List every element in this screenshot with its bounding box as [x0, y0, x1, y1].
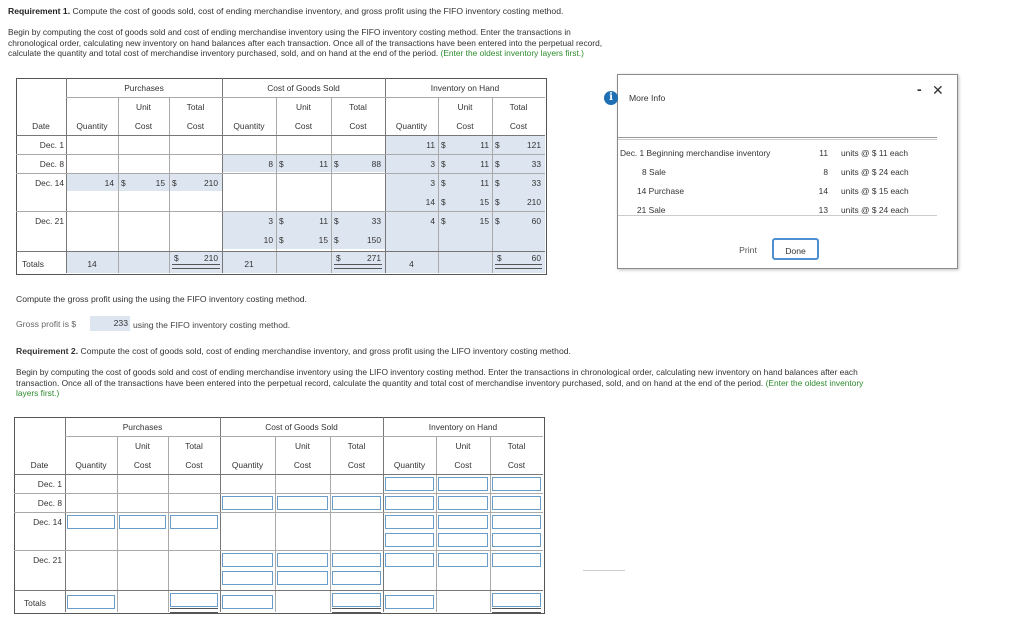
lifo-input[interactable] [492, 533, 541, 547]
fifo-cell: 33 [371, 216, 381, 226]
req1-instructions [8, 27, 708, 59]
lifo-total-input[interactable] [492, 593, 541, 607]
fifo-cell: 210 [527, 197, 541, 207]
fifo-total-cell: 271 [367, 253, 381, 263]
fifo-cell: 11 [480, 159, 489, 169]
fifo-cell: $ [495, 159, 500, 169]
fifo-vline [66, 78, 67, 273]
fifo-total-cell: 4 [409, 259, 414, 269]
fifo-hline [16, 251, 545, 252]
req1-hint: (Enter the oldest inventory layers first.) [440, 48, 584, 58]
info-row-qty: 8 [823, 167, 828, 177]
lifo-input[interactable] [277, 571, 328, 585]
fifo-header-inventory: Inventory on Hand [430, 83, 500, 93]
lifo-hline [14, 590, 543, 591]
lifo-vline [65, 417, 66, 612]
fifo-hline [16, 211, 545, 212]
gross-profit-suffix: using the FIFO inventory costing method. [133, 320, 291, 330]
req1-title [8, 6, 563, 16]
fifo-cell: $ [334, 159, 339, 169]
lifo-input[interactable] [492, 515, 541, 529]
fifo-cell: 3 [430, 178, 435, 188]
more-info-dialog [609, 74, 958, 269]
req2-hint-a: (Enter the oldest inventory [765, 377, 864, 388]
fifo-total-cell: $ [174, 253, 179, 263]
lifo-input[interactable] [170, 515, 218, 529]
info-row-label: 8 Sale [642, 167, 666, 177]
lifo-cost-header: Cost [347, 460, 366, 470]
fifo-cost-header: Cost [294, 121, 313, 131]
fifo-cost-header: Cost [186, 121, 205, 131]
req2-instructions [16, 367, 1006, 399]
fifo-cell: 14 [104, 178, 114, 188]
fifo-cell: $ [172, 178, 177, 188]
lifo-cost-header: Cost [293, 460, 312, 470]
lifo-date-dec14: Dec. 14 [33, 517, 62, 527]
fifo-unit-label: Unit [296, 102, 311, 112]
lifo-total-input[interactable] [222, 595, 273, 609]
modal-divider [618, 137, 937, 138]
fifo-double-underline [334, 264, 382, 269]
info-row-desc: units @ $ 24 each [841, 167, 909, 177]
fifo-hline [16, 154, 545, 155]
print-button[interactable]: Print [739, 245, 757, 255]
lifo-cost-header: Cost [185, 460, 203, 470]
lifo-input[interactable] [277, 553, 328, 567]
fifo-total-cell: 14 [87, 259, 97, 269]
gross-profit-prompt: Compute the gross profit using the using the FIFO inventory costing method. [16, 294, 307, 304]
lifo-unit-label: Unit [135, 441, 150, 451]
fifo-double-underline [172, 264, 220, 269]
fifo-total-label: Total [349, 102, 367, 112]
lifo-input[interactable] [332, 496, 381, 510]
fifo-cell: $ [279, 159, 284, 169]
lifo-total-input[interactable] [67, 595, 115, 609]
fifo-cell: 210 [204, 178, 218, 188]
fifo-date-dec1: Dec. 1 [39, 140, 64, 150]
fifo-header-purchases: Purchases [124, 83, 164, 93]
fifo-hline [16, 173, 545, 174]
fifo-cell: $ [441, 216, 446, 226]
fifo-cell: 3 [268, 216, 273, 226]
fifo-cell: 150 [367, 235, 381, 245]
fifo-cell: 121 [527, 140, 541, 150]
fifo-cell: 33 [531, 178, 541, 188]
fifo-cell: 33 [531, 159, 541, 169]
info-icon: i [604, 91, 618, 105]
fifo-qty-header: Quantity [76, 121, 108, 131]
req2-title [16, 346, 571, 356]
fifo-qty-header: Quantity [233, 121, 265, 131]
info-row-label: Dec. 1 Beginning merchandise inventory [620, 148, 771, 158]
lifo-input[interactable] [67, 515, 115, 529]
lifo-hline [65, 436, 543, 437]
fifo-total-cell: 21 [244, 259, 254, 269]
lifo-vline [220, 417, 221, 612]
lifo-cost-header: Cost [454, 460, 472, 470]
lifo-unit-label: Unit [295, 441, 310, 451]
lifo-double-underline [492, 608, 541, 613]
lifo-unit-label: Unit [455, 441, 471, 451]
lifo-header-purchases: Purchases [122, 422, 163, 432]
lifo-total-label: Total [185, 441, 203, 451]
lifo-total-label: Total [507, 441, 526, 451]
fifo-total-cell: $ [336, 253, 341, 263]
fifo-vline [385, 78, 386, 273]
fifo-cell: 60 [531, 216, 541, 226]
fifo-cost-header: Cost [509, 121, 528, 131]
fifo-cost-header: Cost [456, 121, 474, 131]
fifo-date-dec8: Dec. 8 [39, 159, 64, 169]
fifo-cell: 15 [155, 178, 165, 188]
lifo-cost-header: Cost [133, 460, 152, 470]
fifo-cost-header: Cost [349, 121, 367, 131]
fifo-qty-header: Quantity [395, 121, 428, 131]
info-row-desc: units @ $ 24 each [841, 205, 909, 215]
lifo-header-cogs: Cost of Goods Sold [265, 422, 338, 432]
lifo-input[interactable] [385, 477, 434, 491]
fifo-cell: $ [441, 140, 446, 150]
fifo-date-dec14: Dec. 14 [35, 178, 64, 188]
fifo-total-label: Total [509, 102, 528, 112]
lifo-input[interactable] [332, 571, 381, 585]
lifo-input[interactable] [277, 496, 328, 510]
req2-hint-b: layers first.) [16, 388, 60, 398]
lifo-double-underline [332, 608, 381, 613]
done-button[interactable]: Done [772, 238, 819, 260]
lifo-input[interactable] [438, 553, 488, 567]
fifo-cell: 15 [318, 235, 328, 245]
lifo-input[interactable] [438, 477, 488, 491]
lifo-qty-header: Quantity [393, 460, 426, 470]
lifo-hline [14, 550, 543, 551]
lifo-input[interactable] [438, 515, 488, 529]
info-row-qty: 11 [819, 148, 828, 158]
lifo-input[interactable] [438, 533, 488, 547]
lifo-input[interactable] [385, 533, 434, 547]
fifo-cell: 11 [426, 140, 435, 150]
lifo-input[interactable] [119, 515, 166, 529]
fifo-cell: $ [441, 159, 446, 169]
fifo-header-cogs: Cost of Goods Sold [267, 83, 340, 93]
req1-line1: Begin by computing the cost of goods sold and cost of ending merchandise inventory using the FIFO inventory costing method. Enter the transactions in [8, 27, 571, 37]
fifo-cell: $ [441, 178, 446, 188]
gross-profit-value[interactable]: 233 [90, 316, 130, 331]
lifo-input[interactable] [492, 477, 541, 491]
fifo-cell: 11 [319, 216, 328, 226]
lifo-input[interactable] [438, 496, 488, 510]
lifo-date-dec8: Dec. 8 [37, 498, 62, 508]
fifo-cell: $ [441, 197, 446, 207]
fifo-double-underline [495, 264, 542, 269]
fifo-cell: $ [495, 197, 500, 207]
fifo-cell: 15 [479, 216, 489, 226]
fifo-hline [66, 97, 545, 98]
info-row-qty: 13 [818, 205, 828, 215]
lifo-qty-header: Quantity [75, 460, 107, 470]
fifo-hline [16, 135, 545, 136]
info-row-label: 14 Purchase [637, 186, 685, 196]
lifo-input[interactable] [222, 553, 273, 567]
fifo-cell: 14 [425, 197, 435, 207]
lifo-hline [14, 493, 543, 494]
lifo-input[interactable] [492, 553, 541, 567]
close-button[interactable]: ✕ [932, 82, 944, 98]
fifo-cell: 3 [430, 159, 435, 169]
lifo-date-dec21: Dec. 21 [33, 555, 62, 565]
lifo-input[interactable] [492, 496, 541, 510]
req2-title-bold: Requirement 2. [16, 346, 79, 356]
fifo-cell: 11 [319, 159, 328, 169]
req2-line1: Begin by computing the cost of goods sold and cost of ending merchandise inventory using the LIFO inventory costing method. Enter the transactions in chronological order, calculating new inventory on hand balances after each [16, 367, 858, 377]
req1-title-text: Compute the cost of goods sold, cost of ending merchandise inventory, and gross profit using the FIFO inventory costing method. [70, 6, 564, 16]
fifo-total-cell: 210 [204, 253, 218, 263]
fifo-unit-label: Unit [457, 102, 473, 112]
modal-divider [618, 139, 937, 140]
fifo-cell: $ [279, 216, 284, 226]
lifo-input[interactable] [222, 571, 273, 585]
req2-title-text: Compute the cost of goods sold, cost of ending merchandise inventory, and gross profit using the LIFO inventory costing method. [78, 346, 571, 356]
info-row-label: 21 Sale [637, 205, 666, 215]
req2-line2: transaction. Once all of the transactions have been entered into the perpetual record, calculate the quantity and total cost of merchandise inventory purchased, sold, and on hand at the end of the period. (Enter the oldest inventory [16, 377, 864, 388]
fifo-cell: 8 [268, 159, 273, 169]
lifo-hline [14, 512, 543, 513]
lifo-input[interactable] [222, 496, 273, 510]
req1-title-bold: Requirement 1. [8, 6, 71, 16]
fifo-date-totals: Totals [22, 259, 44, 269]
fifo-total-cell: $ [497, 253, 502, 263]
fifo-cell: $ [495, 178, 500, 188]
lifo-input[interactable] [385, 553, 434, 567]
lifo-date-header: Date [30, 460, 49, 470]
lifo-vline [383, 417, 384, 612]
stray-divider [583, 570, 625, 571]
lifo-input[interactable] [332, 553, 381, 567]
fifo-total-cell: 60 [531, 253, 541, 263]
minimize-button[interactable]: - [917, 81, 922, 97]
fifo-cell: 88 [371, 159, 381, 169]
lifo-total-input[interactable] [385, 595, 434, 609]
fifo-cell: $ [334, 235, 339, 245]
lifo-total-label: Total [347, 441, 366, 451]
fifo-cell: 10 [263, 235, 273, 245]
fifo-cell: $ [334, 216, 339, 226]
fifo-cell: 15 [479, 197, 489, 207]
fifo-cell: 11 [480, 140, 489, 150]
lifo-date-dec1: Dec. 1 [37, 479, 62, 489]
fifo-cost-header: Cost [134, 121, 153, 131]
lifo-double-underline [170, 608, 218, 613]
more-info-title: More Info [629, 93, 666, 103]
lifo-hline [14, 474, 543, 475]
lifo-total-input[interactable] [170, 593, 218, 607]
lifo-header-inventory: Inventory on Hand [428, 422, 498, 432]
fifo-cell: $ [121, 178, 126, 188]
lifo-cost-header: Cost [507, 460, 526, 470]
gross-profit-label: Gross profit is $ [16, 319, 77, 329]
lifo-input[interactable] [385, 515, 434, 529]
lifo-input[interactable] [385, 496, 434, 510]
fifo-cell: $ [495, 140, 500, 150]
req1-line3: calculate the quantity and total cost of merchandise inventory purchased, sold, and on hand at the end of the period. (Enter the oldest inventory layers first.) [8, 48, 584, 58]
fifo-cell: 4 [430, 216, 435, 226]
fifo-date-dec21: Dec. 21 [35, 216, 64, 226]
info-row-qty: 14 [818, 186, 828, 196]
lifo-qty-header: Quantity [231, 460, 264, 470]
lifo-date-totals: Totals [24, 598, 46, 608]
fifo-date-header: Date [32, 121, 50, 131]
info-row-desc: units @ $ 15 each [841, 186, 909, 196]
info-row-desc: units @ $ 11 each [841, 148, 909, 158]
lifo-total-input[interactable] [332, 593, 381, 607]
fifo-total-label: Total [186, 102, 205, 112]
fifo-cell: $ [495, 216, 500, 226]
fifo-cell: $ [279, 235, 284, 245]
req1-line2: chronological order, calculating new inventory on hand balances after each transaction. Once all of the transactions have been entered into the perpetual record, [8, 37, 603, 48]
fifo-cell: 11 [480, 178, 489, 188]
fifo-unit-label: Unit [136, 102, 151, 112]
